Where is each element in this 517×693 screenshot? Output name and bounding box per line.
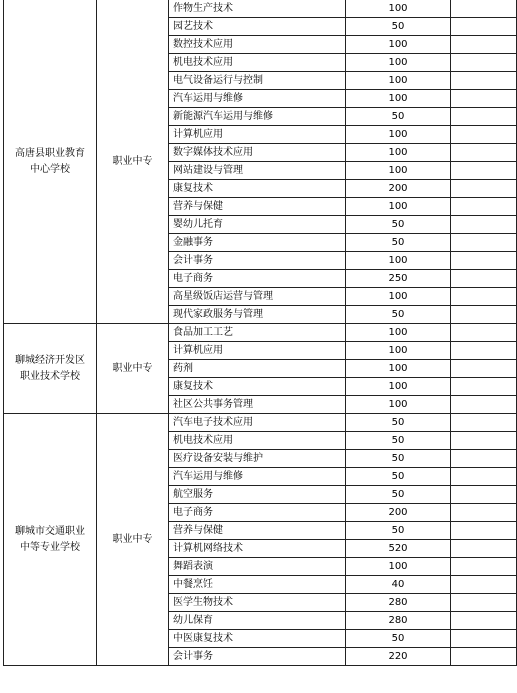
enrollment-plan-cell: 100 <box>346 324 451 342</box>
major-name-cell: 汽车电子技术应用 <box>169 414 346 432</box>
enrollment-plan-cell: 50 <box>346 486 451 504</box>
major-name-cell: 高星级饭店运营与管理 <box>169 288 346 306</box>
enrollment-plan-cell: 200 <box>346 504 451 522</box>
enrollment-plan-cell: 50 <box>346 414 451 432</box>
major-name-cell: 医学生物技术 <box>169 594 346 612</box>
remarks-cell <box>451 558 517 576</box>
major-name-cell: 药剂 <box>169 360 346 378</box>
remarks-cell <box>451 342 517 360</box>
remarks-cell <box>451 288 517 306</box>
school-name-cell: 聊城市交通职业 中等专业学校 <box>4 414 97 666</box>
remarks-cell <box>451 324 517 342</box>
major-name-cell: 计算机应用 <box>169 342 346 360</box>
enrollment-plan-cell: 50 <box>346 630 451 648</box>
enrollment-plan-cell: 100 <box>346 252 451 270</box>
enrollment-plan-cell: 100 <box>346 0 451 18</box>
remarks-cell <box>451 144 517 162</box>
enrollment-plan-cell: 100 <box>346 162 451 180</box>
enrollment-plan-cell: 100 <box>346 36 451 54</box>
major-name-cell: 婴幼儿托育 <box>169 216 346 234</box>
major-name-cell: 食品加工工艺 <box>169 324 346 342</box>
enrollment-table <box>3 0 517 666</box>
major-name-cell: 作物生产技术 <box>169 0 346 18</box>
major-name-cell: 机电技术应用 <box>169 54 346 72</box>
enrollment-plan-cell: 100 <box>346 288 451 306</box>
school-level-cell: 职业中专 <box>97 324 169 414</box>
major-name-cell: 营养与保健 <box>169 522 346 540</box>
enrollment-plan-cell: 280 <box>346 594 451 612</box>
enrollment-plan-cell: 40 <box>346 576 451 594</box>
table-row <box>4 0 517 18</box>
major-name-cell: 园艺技术 <box>169 18 346 36</box>
major-name-cell: 中餐烹饪 <box>169 576 346 594</box>
remarks-cell <box>451 18 517 36</box>
enrollment-plan-cell: 280 <box>346 612 451 630</box>
enrollment-plan-cell: 100 <box>346 90 451 108</box>
remarks-cell <box>451 648 517 666</box>
remarks-cell <box>451 72 517 90</box>
remarks-cell <box>451 108 517 126</box>
major-name-cell: 电气设备运行与控制 <box>169 72 346 90</box>
remarks-cell <box>451 576 517 594</box>
remarks-cell <box>451 162 517 180</box>
remarks-cell <box>451 594 517 612</box>
remarks-cell <box>451 252 517 270</box>
enrollment-plan-cell: 100 <box>346 342 451 360</box>
remarks-cell <box>451 36 517 54</box>
enrollment-plan-cell: 50 <box>346 468 451 486</box>
enrollment-plan-cell: 100 <box>346 54 451 72</box>
major-name-cell: 机电技术应用 <box>169 432 346 450</box>
school-level-cell: 职业中专 <box>97 414 169 666</box>
remarks-cell <box>451 630 517 648</box>
remarks-cell <box>451 450 517 468</box>
major-name-cell: 康复技术 <box>169 378 346 396</box>
major-name-cell: 网站建设与管理 <box>169 162 346 180</box>
major-name-cell: 现代家政服务与管理 <box>169 306 346 324</box>
remarks-cell <box>451 198 517 216</box>
enrollment-plan-cell: 520 <box>346 540 451 558</box>
major-name-cell: 计算机网络技术 <box>169 540 346 558</box>
major-name-cell: 金融事务 <box>169 234 346 252</box>
enrollment-plan-cell: 200 <box>346 180 451 198</box>
enrollment-plan-cell: 250 <box>346 270 451 288</box>
remarks-cell <box>451 522 517 540</box>
remarks-cell <box>451 540 517 558</box>
remarks-cell <box>451 396 517 414</box>
enrollment-plan-cell: 100 <box>346 198 451 216</box>
table-row <box>4 324 517 342</box>
major-name-cell: 营养与保健 <box>169 198 346 216</box>
major-name-cell: 社区公共事务管理 <box>169 396 346 414</box>
major-name-cell: 数字媒体技术应用 <box>169 144 346 162</box>
remarks-cell <box>451 432 517 450</box>
major-name-cell: 医疗设备安装与维护 <box>169 450 346 468</box>
enrollment-plan-cell: 100 <box>346 72 451 90</box>
major-name-cell: 电子商务 <box>169 270 346 288</box>
enrollment-plan-cell: 220 <box>346 648 451 666</box>
school-level-cell: 职业中专 <box>97 0 169 324</box>
remarks-cell <box>451 414 517 432</box>
major-name-cell: 舞蹈表演 <box>169 558 346 576</box>
remarks-cell <box>451 378 517 396</box>
remarks-cell <box>451 234 517 252</box>
major-name-cell: 汽车运用与维修 <box>169 468 346 486</box>
enrollment-plan-cell: 100 <box>346 558 451 576</box>
remarks-cell <box>451 54 517 72</box>
major-name-cell: 会计事务 <box>169 252 346 270</box>
remarks-cell <box>451 486 517 504</box>
major-name-cell: 康复技术 <box>169 180 346 198</box>
enrollment-plan-cell: 100 <box>346 396 451 414</box>
school-name-cell: 聊城经济开发区 职业技术学校 <box>4 324 97 414</box>
enrollment-plan-cell: 50 <box>346 522 451 540</box>
remarks-cell <box>451 306 517 324</box>
remarks-cell <box>451 612 517 630</box>
remarks-cell <box>451 90 517 108</box>
major-name-cell: 会计事务 <box>169 648 346 666</box>
major-name-cell: 计算机应用 <box>169 126 346 144</box>
enrollment-plan-cell: 100 <box>346 126 451 144</box>
remarks-cell <box>451 180 517 198</box>
remarks-cell <box>451 504 517 522</box>
remarks-cell <box>451 126 517 144</box>
remarks-cell <box>451 270 517 288</box>
remarks-cell <box>451 468 517 486</box>
major-name-cell: 数控技术应用 <box>169 36 346 54</box>
enrollment-plan-cell: 50 <box>346 216 451 234</box>
major-name-cell: 航空服务 <box>169 486 346 504</box>
enrollment-plan-cell: 50 <box>346 306 451 324</box>
table-body <box>4 0 517 666</box>
major-name-cell: 新能源汽车运用与维修 <box>169 108 346 126</box>
table-row <box>4 414 517 432</box>
enrollment-plan-cell: 50 <box>346 234 451 252</box>
major-name-cell: 汽车运用与维修 <box>169 90 346 108</box>
remarks-cell <box>451 0 517 18</box>
enrollment-plan-cell: 100 <box>346 378 451 396</box>
remarks-cell <box>451 216 517 234</box>
enrollment-plan-cell: 100 <box>346 144 451 162</box>
enrollment-plan-cell: 50 <box>346 432 451 450</box>
enrollment-plan-cell: 50 <box>346 450 451 468</box>
school-name-cell: 高唐县职业教育 中心学校 <box>4 0 97 324</box>
major-name-cell: 电子商务 <box>169 504 346 522</box>
enrollment-plan-cell: 100 <box>346 360 451 378</box>
remarks-cell <box>451 360 517 378</box>
major-name-cell: 中医康复技术 <box>169 630 346 648</box>
major-name-cell: 幼儿保育 <box>169 612 346 630</box>
enrollment-plan-cell: 50 <box>346 18 451 36</box>
enrollment-plan-cell: 50 <box>346 108 451 126</box>
